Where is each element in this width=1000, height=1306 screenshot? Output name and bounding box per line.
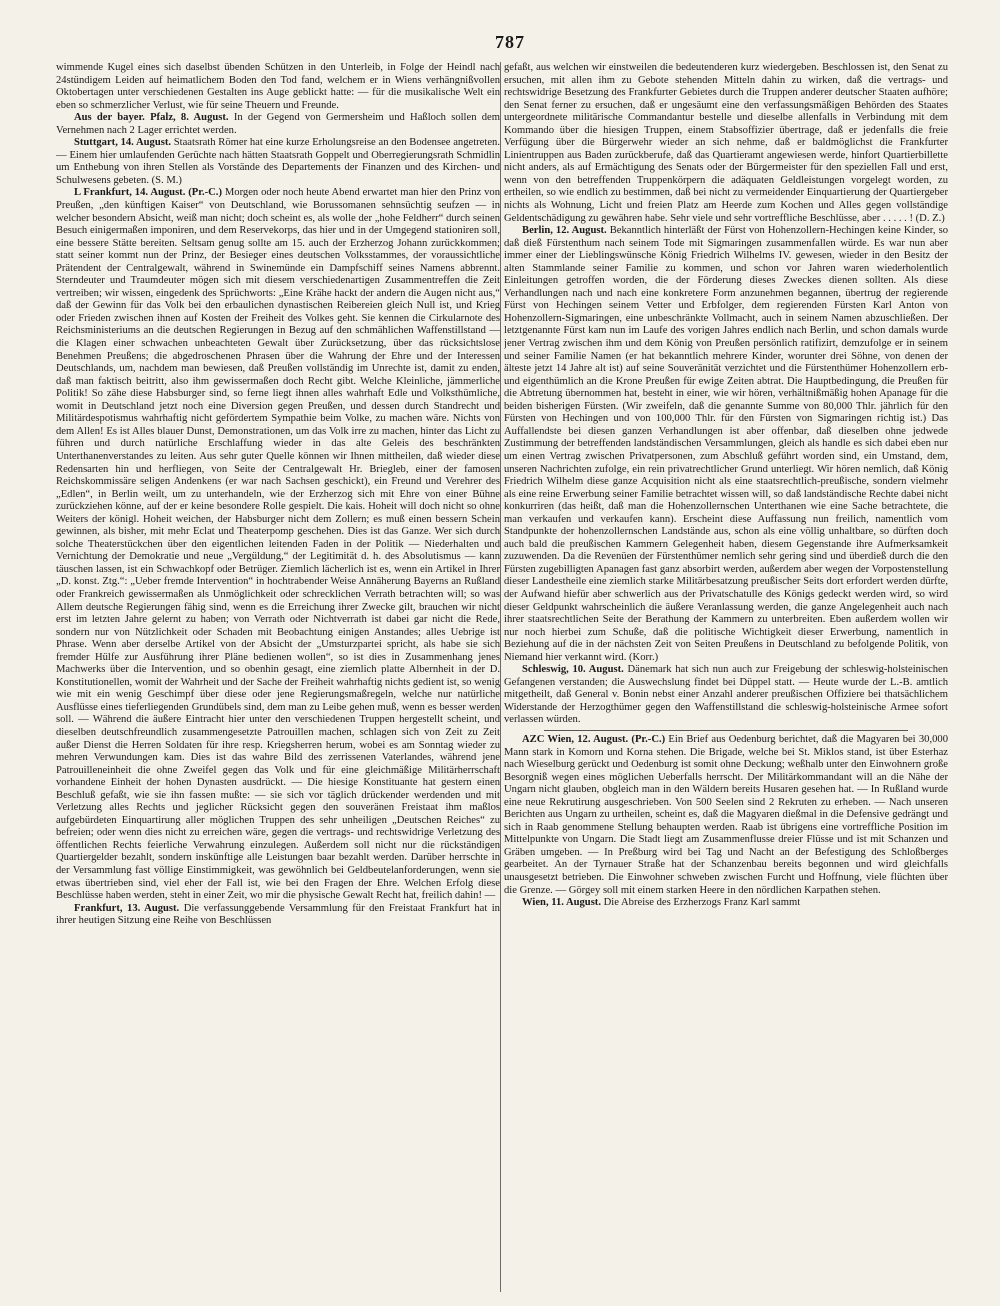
page-number: 787 [495, 32, 525, 52]
article-text: Staatsrath Römer hat eine kurze Erholungsreise an den Bodensee angetreten. — Einem hier umlaufenden Gerüchte nach hätten Staatsrath Goppelt und Oberregierungsrath Schmidlin um Enthebung von ihren Stellen als Vorstände des Departements der Finanzen und des Kirchen- und Schulwesens gebeten. (S. M.) [56, 137, 500, 186]
article-text: Ein Brief aus Oedenburg berichtet, daß die Magyaren bei 30,000 Mann stark in Komorn und Korna stehen. Die Brigade, welche bei St. Miklos stand, ist über Esterhaz nach Wieselburg gerückt und Oedenburg ist somit ohne Deckung; weßhalb unter den Einwohnern große Besorgniß wegen eines möglichen Ueberfalls herrscht. Der Militärkommandant will an die Nähe der Ungarn nicht glauben, obgleich man in den Wäldern bereits Husaren gesehen hat. — In Rußland wurde eine neue Rekrutirung ausgeschrieben. Von 500 Seelen sind 2 Rekruten zu erheben. — Nach unseren Berichten aus Ungarn zu urtheilen, scheint es, daß die Magyaren dießmal in die Defensive gedrängt und sich in Raab genommene Stellung behaupten werden. Raab ist übrigens eine vortreffliche Position im Mittelpunkte von Ungarn. Die Stadt liegt am Zusammenflusse dreier Flüsse und ist mit Schanzen und Gräben umgeben. — In Preßburg wird bei Tag und Nacht an der Befestigung des Schloßberges gearbeitet. An der Tyrnauer Straße hat der Schanzenbau bereits begonnen und wird gleichfalls unausgesetzt betrieben. Die Einwohner schweben zwischen Furcht und Hoffnung, viele flüchten über die Grenze. — Görgey soll mit einem starken Heere in den nördlichen Karpathen stehen. [504, 733, 948, 896]
article-paragraph [504, 664, 948, 727]
article-text: Morgen oder noch heute Abend erwartet man hier den Prinz von Preußen, „den künftigen Kaiser“ von Deutschland, wie Borussomanen sehnsüchtig seufzen — in welcher besondern Absicht, weiß man nicht; doch scheint es, als wolle der „hohe Feldherr“ durch seinen Besuch einigermaßen imponiren, und dem Reservekorps, das hier und in der Umgegend stationiren soll, eine bessere Stätte bereiten. Seltsam genug sollte am 15. auch der Erzherzog Johann zurückkommen; statt seiner kommt nun der Prinz, der Besieger eines deutschen Volksstammes, der voraussichtliche Prätendent der Centralgewalt, während in Swinemünde ein Dampfschiff seines Namens abbrennt. Sterndeuter und Traumdeuter mögen sich mit diesem verschiedenartigen Zusammentreffen die Zeit vertreiben; wir wissen, eingedenk des Sprüchworts: „Eine Krähe hackt der andern die Augen nicht aus,“ daß der Gewinn für das Volk bei den erbaulichen dynastischen Reibereien gleich Null ist, und Krieg oder Frieden zwischen ihnen auf Kosten der Freiheit des Volkes geht. Sie kennen die Cirkularnote des Reichsministeriums an die deutschen Regierungen in Bezug auf den schmählichen Waffenstillstand — die Klagen einer schwachen unbeachteten Gewalt über Zurücksetzung, über das rücksichtslose Benehmen Preußens; die abgedroschenen Phrasen über die Wahrung der Ehre und der Interessen Deutschlands, um, nachdem man bewiesen, daß Preußen vollständig im Unrechte ist, damit zu enden, daß man faktisch beitritt, also ihm gewissermaßen doch Recht gibt. Welche Kleinliche, jämmerliche Politik! So zähe diese Habsburger sind, so ferne liegt ihnen alles wahrhaft Edle und Volksthümliche, womit in Deutschland jetzt noch eine Diversion gegen Preußen, und dessen durch Standrecht und Militärdespotismus wahrhaftig nicht gefördertem Sympathie beim Volke, zu machen wäre. Nichts von dem Allen! Es ist Alles blauer Dunst, Demonstrationen, um das Volk irre zu machen, hinter das Licht zu führen und durch natürliche Erschlaffung wieder in das alte Geleis des beschränkten Unterthanenverstandes zu leiten. Aus sehr guter Quelle können wir Ihnen mittheilen, daß wieder diese Redensarten hin und herfliegen, von Seite der Centralgewalt Hr. Briegleb, einer der famosen Reichskommissäre seligen Andenkens (er war nach Sachsen geschickt), ein Freund und Verehrer des „Edlen“, in Berlin weilt, um zu unterhandeln, wie der Erzherzog sich mit Ehre von einer Bühne zurückziehen könne, auf der er keine besondere Rolle gespielt. Die kais. Hoheit will doch nicht so ohne Weiters der königl. Hoheit weichen, der Habsburger nicht dem Zollern; es muß einen bessern Schein gewinnen, als bisher, mit mehr Eclat und Theaterpomp geschehen. Dies ist das Ganze. Wer sich durch solche Theaterstückchen über den eigentlichen leitenden Faden in der Politik — Niederhalten und Vernichtung der Demokratie und neue „Vergüldung,“ der Legitimität d. h. des Absolutismus — kann täuschen lassen, ist ein Schwachkopf oder Betrüger. Ziemlich lächerlich ist es, wenn ein Artikel in Ihrer „D. konst. Ztg.“: „Ueber fremde Intervention“ in hochtrabender Weise Annäherung Bayerns an Rußland oder Frankreich gewissermaßen als Unmöglichkeit oder schrecklichen Verrath betrachten will; so was Allem deutsche Regierungen fähig sind, wenn es die Erreichung ihrer Zwecke gilt, brauchen wir nicht erst im letzten Jahre gelernt zu haben; von Verrath oder Nichtverrath ist dabei gar nicht die Rede, sondern nur von Nützlichkeit oder Schaden mit Beobachtung einigen Anstandes; alles Uebrige ist Phrase. Wenn aber derselbe Artikel von der Absicht der „Umsturzpartei spricht, als habe sie sich fremder Hülfe zur Ausführung ihrer Pläne bedienen wollen“, so ist dies in Zusammenhang jenes Machwerks über die Intervention, und so obenhin gesagt, eine ziemlich platte Albernheit in der D. Konstitutionellen, womit der Wahrheit und der Sache der Freiheit wahrhaftig nichts gedient ist, so wenig wie mit ein wenig Geschimpf über diese oder jene Regierungsmaßregeln, welche nur natürliche Ausflüsse eines tieferliegenden Grundübels sind, dem man zu Leibe gehen muß, wenn es besser werden soll. — Während die äußere Eintracht hier unter den verschiedenen Truppen hergestellt scheint, und dieselben deutschfreundlich zusammengesetzte Patrouillen machen, schlagen sich von Zeit zu Zeit außer Dienst die Herren Soldaten für ihre resp. Kriegsherren herum, wobei es am Sonntag wieder zu mehren Verwundungen kam. Dies ist das wahre Bild des zerrissenen Vaterlandes, während jene Patrouilleneinheit die ohne Zweifel gegen das Volk und für eine gleichmäßige Militärherrschaft vorhandene Einheit der hohen Dynasten ausdrückt. — Die hiesige Konstituante hat gestern einen Beschluß gefaßt, wie sie ihn fassen mußte: — sie sich vor täglich drückender werdenden und mit Verletzung alles Rechts und jeglicher Rücksicht gegen den souveränen Freistaat ihm maßlos aufgebürdeten Einquartirung aller möglichen Truppen des sehr unheiligen „Deutschen Reiches“ zu befreien; oder wenn dies nicht zu erreichen wäre, gegen die vertrags- und rechtswidrige Verletzung des öffentlichen Rechts feierliche Verwahrung einzulegen. Außerdem soll nicht nur die rückständigen Quartiergelder bezahlt, sondern inskünftige alle Leistungen baar bezahlt werden. Darüber herrschte in der Versammlung fast völlige Einstimmigkeit, was gewöhnlich bei Geldbeutelanforderungen, wenn sie etwas übertrieben sind, viel eher der Fall ist, wie bei den Fragen der Ehre. Welchen Erfolg diese Beschlüsse haben werden, steht in einer Zeit, wo mir die physische Gewalt Recht hat, freilich dahin! — [56, 187, 500, 902]
article-paragraph [504, 62, 948, 225]
article-text: wimmende Kugel eines sich daselbst übenden Schützen in den Unterleib, in Folge der Heindl nach 24stündigem Leiden auf heimatlichem Boden den Tod fand, welchem er in Wiens verhängnißvollen Oktobertagen unter verschiedenen Gestalten ins Auge geblickt hatte: — für die musikalische Welt ein eben so schmerzlicher Verlust, wie für seine Theuern und Freunde. [56, 62, 500, 111]
article-dateline: AZC Wien, 12. August. (Pr.-C.) [522, 733, 666, 745]
article-paragraph [56, 903, 500, 928]
article-dateline: L Frankfurt, 14. August. (Pr.-C.) [74, 187, 222, 199]
article-separator [544, 730, 908, 731]
article-paragraph [56, 112, 500, 137]
article-text: Bekanntlich hinterläßt der Fürst von Hohenzollern-Hechingen keine Kinder, so daß dieß Fürstenthum nach seinem Tode mit Sigmaringen zusammenfallen würde. Es war nun aber immer einer der Lieblingswünsche König Friedrich Wilhelms IV. gewesen, wieder in den Besitz der alten Stammlande seiner Familie zu kommen, und schon vor Jahren waren wiederholentlich Einleitungen getroffen worden, die der Förderung dieses Zweckes dienen sollten. Als diese Verhandlungen nach und nach eine konkretere Form anzunehmen begannen, übertrug der regierende Fürst von Hechingen seinem Vetter und Erbfolger, dem regierenden Fürsten Karl Anton von Hohenzollern-Sigmaringen, eine unbeschränkte Vollmacht, auch in seinem Namen abzuschließen. Der letztgenannte Fürst kam nun im Laufe des vorigen Jahres endlich nach Berlin, und schon damals wurde jener Vertrag zwischen ihm und dem König von Preußen persönlich ratifizirt, demzufolge er in seinem und seiner Familie Namen (er hat bekanntlich mehrere Kinder, worunter drei Söhne, von denen der älteste jetzt 14 Jahre alt ist) auf seine Souveränität verzichtet und die Fürstenthümer Hohenzollern erb- und eigenthümlich an die Krone Preußen für ewige Zeiten abtrat. Die Hauptbedingung, die Preußen für die Abtretung übernommen hat, besteht in einer, wie wir hören, verhältnißmäßig hohen Apanage für die beiden bisherigen Fürsten. (Wir zweifeln, daß die genannte Summe von 80,000 Thlr. jährlich für den Fürsten von Hechingen und von 100,000 Thlr. für den Fürsten von Sigmaringen richtig ist.) Das Auffallendste bei diesen ganzen Verhandlungen ist aber offenbar, daß dieselben ohne jedwede Zustimmung der betreffenden landständischen Versammlungen, gleich als handle es sich dabei eben nur um einen Vertrag zwischen Privatpersonen, zum Abschluß geführt worden sind, ein Umstand, dem, unseren Nachrichten zufolge, ein rein privatrechtlicher Grund unterliegt. Wir hören nemlich, daß König Friedrich Wilhelm diese ganze Acquisition nicht als eine staatsrechtlich-preußische, sondern vielmehr als eine reine Erwerbung seiner Familie betrachtet wissen will, so daß landständische Rechte dabei nicht konkurriren (das heißt, daß man die Hohenzollernschen Unterthanen wie eine Sache betrachtete, die man verkaufen und verkaufen kann). Erscheint diese Auffassung nun freilich, namentlich vom Standpunkte der hohenzollernschen Landstände aus, schon als eine völlig unhaltbare, so dürften doch auch bald die preußischen Kammern Gelegenheit haben, diesem Gegenstande ihre Aufmerksamkeit zuzuwenden. Da die Revenüen der Fürstenthümer nemlich sehr gering sind und überdieß durch die den Fürsten zugebilligten Apanagen fast ganz absorbirt werden, außerdem aber wegen der Vorpostenstellung dieser Landestheile eine ziemlich starke Militärbesatzung preußischer Seits dort erfordert werden dürfte, der Aufwand hiefür aber schwerlich aus der Privatschatulle des Königs gedeckt werden wird, so wird dieser Geldpunkt wahrscheinlich die äußere Veranlassung werden, die ganze Angelegenheit auch nach ihrer staatsrechtlichen Seite der Berathung der Kammern zu unterbreiten. Eben außerdem wollen wir nur noch hierbei zum Schuße, daß die politische Wichtigkeit dieser Erwerbung, namentlich in Beziehung auf die in der nächsten Zeit von Seiten Preußens in Deutschland zu befolgende Politik, von Niemand hier verkannt wird. (Korr.) [504, 225, 948, 663]
article-paragraph [504, 734, 948, 897]
article-paragraph [56, 187, 500, 902]
article-paragraph [56, 137, 500, 187]
article-paragraph [504, 897, 948, 910]
article-dateline: Frankfurt, 13. August. [74, 902, 180, 914]
article-text: In der Gegend von Germersheim und Haßloch sollen dem Vernehmen nach 2 Lager errichtet werden. [56, 112, 500, 136]
article-dateline: Stuttgart, 14. August. [74, 137, 172, 149]
article-paragraph [56, 62, 500, 112]
article-dateline: Berlin, 12. August. [522, 225, 607, 237]
article-dateline: Wien, 11. August. [522, 897, 601, 909]
right-column [504, 62, 948, 1292]
left-column [56, 62, 500, 1292]
article-dateline: Aus der bayer. Pfalz, 8. August. [74, 112, 229, 124]
column-divider [500, 62, 501, 1292]
article-text: gefaßt, aus welchen wir einstweilen die bedeutenderen kurz wiedergeben. Beschlossen ist, den Senat zu ersuchen, mit allen ihm zu Gebote stehenden Mitteln dahin zu wirken, daß die vertrags- und rechtswidrige Besetzung des Frankfurter Gebietes durch die Truppen anderer deutscher Staaten aufhöre; den Senat ferner zu ersuchen, daß er ungesäumt eine den verfassungsmäßigen Behörden des Staates untergeordnete militärische Commandantur bestelle und dieselbe allenfalls in Verbindung mit dem Kommando über die hiesigen Truppen, einem Stabsoffizier übertrage, daß er jedenfalls die freie Verfügung über die Bürgerwehr wieder an sich nehme, daß er baldmöglichst die Frankfurter Linientruppen aus Baden zurückberufe, daß das Quartieramt angewiesen werde, hinfort Quartierbillette nicht anders, als auf Ermächtigung des Senats oder der Bürgermeister für den speziellen Fall und erst, wenn von den betreffenden Truppenkörpern die adäquaten Geldleistungen vorgelegt worden, zu ertheilen, so wie endlich zu bestimmen, daß bei nicht zu vermeidender Einquartierung der Quartiergeber nichts als Wohnung, Licht und freien Platz am Heerde zum Kochen und Alles gegen vollständige Geldentschädigung zu gewähren habe. Sehr viele und sehr vortreffliche Beschlüsse, aber . . . . . ! (D. Z.) [504, 62, 948, 224]
article-text: Die Abreise des Erzherzogs Franz Karl sammt [603, 897, 801, 909]
article-dateline: Schleswig, 10. August. [522, 664, 624, 676]
article-text: Die verfassunggebende Versammlung für den Freistaat Frankfurt hat in ihrer heutigen Sitzung eine Reihe von Beschlüssen [56, 902, 500, 927]
article-paragraph [504, 225, 948, 664]
article-text: Dänemark hat sich nun auch zur Freigebung der schleswig-holsteinischen Gefangenen verstanden; die Auswechslung findet bei Düppel statt. — Heute wurde der L.-B. amtlich mitgetheilt, daß General v. Bonin nebst einer Anzahl anderer preußischen Offiziere bei thatsächlichem Widerstande der Herzogthümer gegen den Waffenstillstand die schleswig-holsteinische Armee sofort verlassen würden. [504, 664, 948, 726]
